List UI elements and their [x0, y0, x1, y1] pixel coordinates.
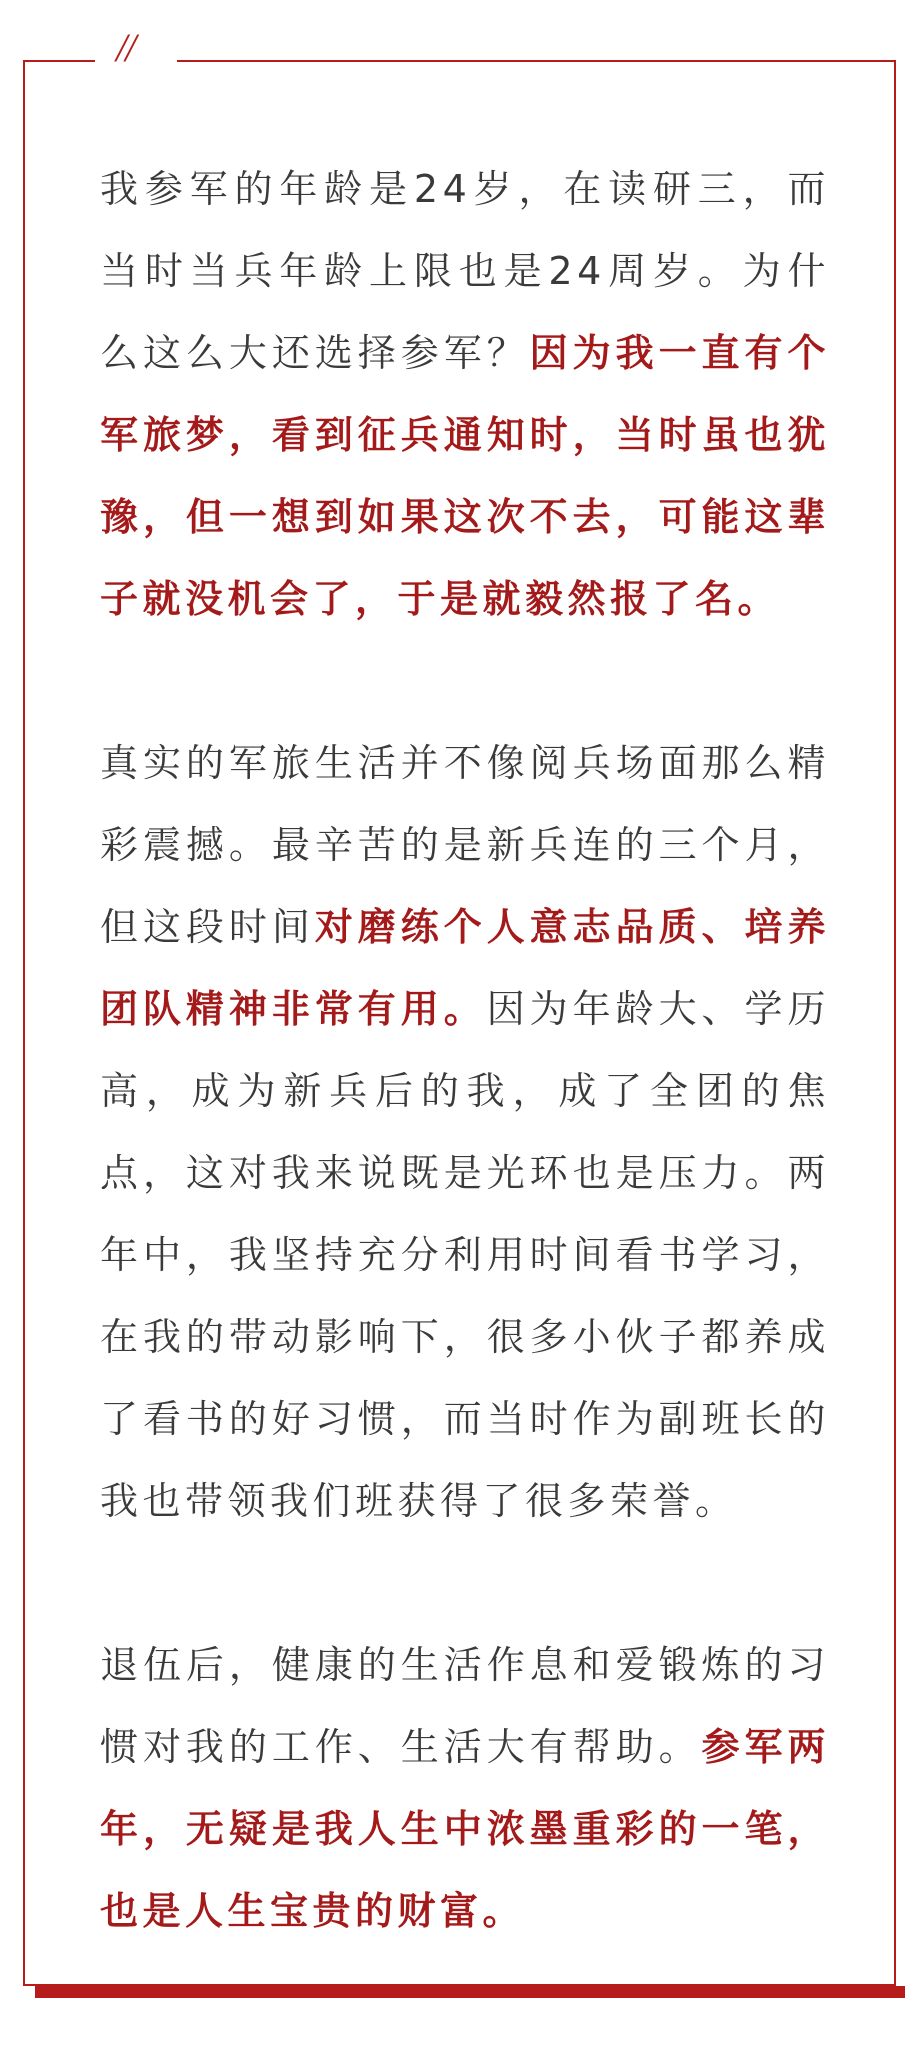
highlighted-text: 因为我一直有个军旅梦，看到征兵通知时，当时虽也犹豫，但一想到如果这次不去，可能这辈子就没机会了，于是就毅然报了名。 [100, 331, 830, 621]
double-slash-mark: // [116, 25, 135, 70]
paragraph-after-service [100, 1624, 830, 1952]
paragraph-text: 退伍后，健康的生活作息和爱锻炼的习惯对我的工作、生活大有帮助。 [100, 1643, 830, 1769]
paragraph-text: 因为年龄大、学历高，成为新兵后的我，成了全团的焦点，这对我来说既是光环也是压力。两年中，我坚持充分利用时间看书学习，在我的带动影响下，很多小伙子都养成了看书的好习惯，而当时作为副班长的我也带领我们班获得了很多荣誉。 [100, 987, 830, 1523]
paragraph-text: 真实的军旅生活并不像阅兵场面那么精彩震撼。最辛苦的是新兵连的三个月，但这段时间 [100, 741, 830, 949]
frame-top-gap [95, 52, 177, 68]
bottom-accent-bar [35, 1986, 905, 1998]
highlighted-text: 参军两年，无疑是我人生中浓墨重彩的一笔，也是人生宝贵的财富。 [100, 1725, 830, 1933]
highlighted-text: 对磨练个人意志品质、培养团队精神非常有用。 [100, 905, 830, 1031]
article-body [100, 148, 830, 1952]
paragraph-text: 我参军的年龄是24岁，在读研三，而当时当兵年龄上限也是24周岁。为什么这么大还选择参军？ [100, 167, 830, 375]
paragraph-enlistment [100, 148, 830, 640]
paragraph-military-life [100, 722, 830, 1542]
